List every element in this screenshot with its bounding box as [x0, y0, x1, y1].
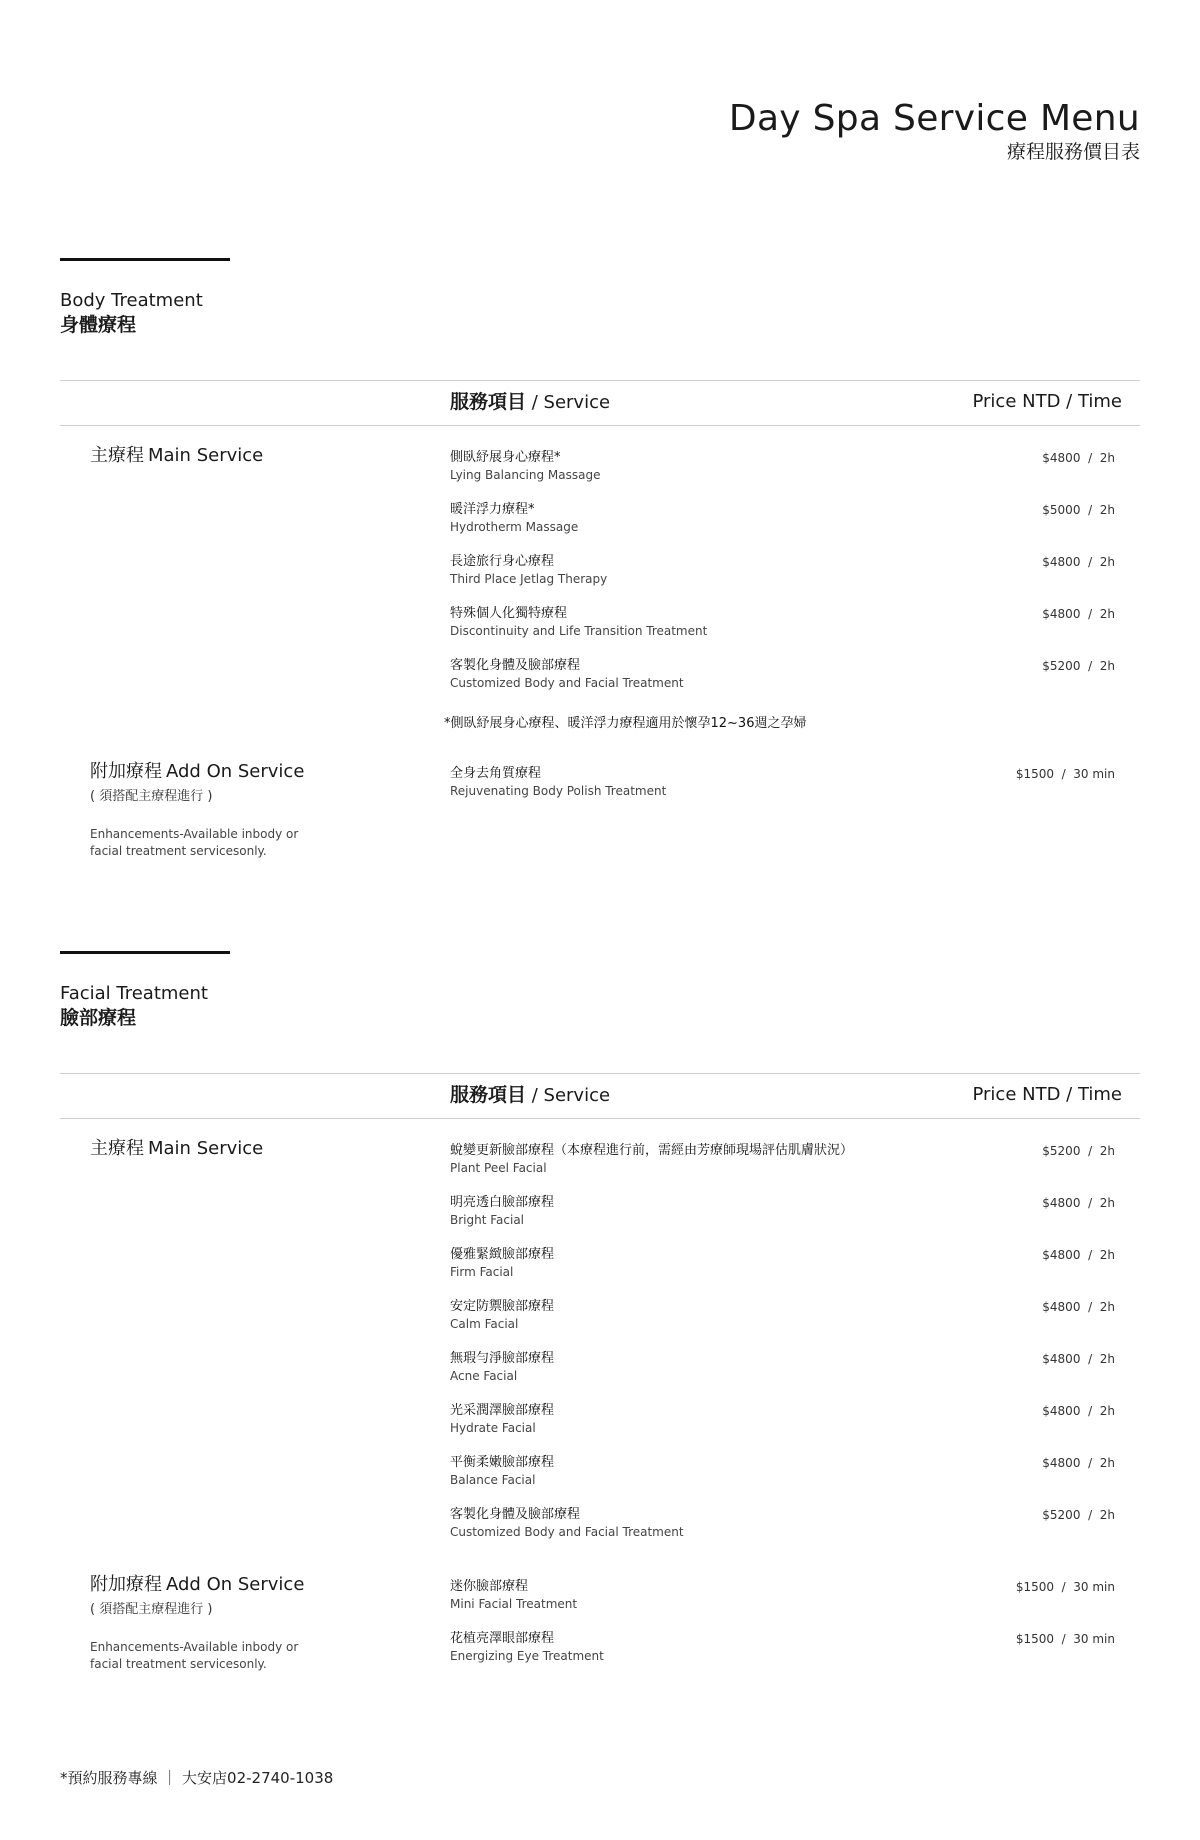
service-name-en: Lying Balancing Massage — [450, 468, 601, 482]
service-row — [450, 1578, 1115, 1630]
service-price: $4800 / 2h — [1042, 1404, 1115, 1418]
service-name-en: Bright Facial — [450, 1213, 525, 1227]
service-name-zh: 迷你臉部療程 — [450, 1579, 529, 1594]
service-price: $5200 / 2h — [1042, 1508, 1115, 1522]
service-price: $4800 / 2h — [1042, 1456, 1115, 1470]
service-name-en: Hydrate Facial — [450, 1421, 536, 1435]
service-price: $4800 / 2h — [1042, 1196, 1115, 1210]
service-name-en: Third Place Jetlag Therapy — [450, 572, 608, 586]
section-rule — [60, 951, 230, 954]
page-header — [729, 98, 1140, 164]
service-name-zh: 客製化身體及臉部療程 — [450, 1507, 581, 1522]
service-name-en: Customized Body and Facial Treatment — [450, 676, 684, 690]
service-name-zh: 光采潤澤臉部療程 — [450, 1403, 555, 1418]
service-name-zh: 全身去角質療程 — [450, 766, 542, 781]
service-row — [450, 1350, 1115, 1402]
service-row — [450, 449, 1115, 501]
service-row — [450, 553, 1115, 605]
service-row — [450, 1194, 1115, 1246]
section-title-zh: 身體療程 — [60, 314, 137, 336]
price-column-header: Price NTD / Time — [972, 1084, 1122, 1105]
body-main-service-list — [450, 449, 1115, 709]
service-name-zh: 優雅緊緻臉部療程 — [450, 1247, 555, 1262]
service-name-en: Acne Facial — [450, 1369, 518, 1383]
service-column-header: 服務項目 / Service — [450, 391, 611, 413]
service-name-zh: 側臥紓展身心療程* — [450, 450, 561, 465]
service-name-zh: 明亮透白臉部療程 — [450, 1195, 555, 1210]
price-column-header: Price NTD / Time — [972, 391, 1122, 412]
table-header — [60, 380, 1140, 426]
page-title: Day Spa Service Menu — [728, 98, 1140, 139]
service-name-en: Hydrotherm Massage — [450, 520, 579, 534]
service-price: $1500 / 30 min — [1015, 1580, 1115, 1594]
add-on-requirement-note: ( 須搭配主療程進行 ) — [90, 1602, 213, 1617]
service-row — [450, 1630, 1115, 1682]
service-name-zh: 客製化身體及臉部療程 — [450, 658, 581, 673]
body-treatment-section — [60, 258, 1140, 878]
main-service-label: 主療程 Main Service — [90, 445, 264, 466]
section-title-zh: 臉部療程 — [60, 1007, 137, 1029]
service-name-en: Balance Facial — [450, 1473, 536, 1487]
service-row — [450, 1142, 1115, 1194]
service-name-zh: 花植亮澤眼部療程 — [450, 1631, 555, 1646]
add-on-service-label: 附加療程 Add On Service — [90, 761, 305, 782]
service-price: $4800 / 2h — [1042, 607, 1115, 621]
add-on-requirement-note: ( 須搭配主療程進行 ) — [90, 789, 213, 804]
facial-main-service-list — [450, 1142, 1115, 1558]
pregnancy-footnote: *側臥紓展身心療程、暖洋浮力療程適用於懷孕12~36週之孕婦 — [444, 716, 807, 731]
service-price: $4800 / 2h — [1042, 555, 1115, 569]
service-price: $5200 / 2h — [1042, 659, 1115, 673]
service-name-en: Rejuvenating Body Polish Treatment — [450, 784, 667, 798]
service-price: $1500 / 30 min — [1015, 767, 1115, 781]
add-on-description: Enhancements-Available inbody or facial treatment servicesonly. — [90, 827, 299, 858]
service-name-en: Calm Facial — [450, 1317, 519, 1331]
service-price: $1500 / 30 min — [1015, 1632, 1115, 1646]
page-subtitle: 療程服務價目表 — [1006, 141, 1140, 163]
service-name-zh: 蛻變更新臉部療程（本療程進行前，需經由芳療師現場評估肌膚狀況） — [450, 1143, 854, 1158]
service-row — [450, 1246, 1115, 1298]
service-name-en: Plant Peel Facial — [450, 1161, 547, 1175]
service-price: $4800 / 2h — [1042, 1248, 1115, 1262]
service-name-zh: 安定防禦臉部療程 — [450, 1299, 555, 1314]
service-price: $5200 / 2h — [1042, 1144, 1115, 1158]
service-price: $4800 / 2h — [1042, 1300, 1115, 1314]
main-service-label: 主療程 Main Service — [90, 1138, 264, 1159]
add-on-service-label: 附加療程 Add On Service — [90, 1574, 305, 1595]
service-row — [450, 657, 1115, 709]
service-price: $5000 / 2h — [1042, 503, 1115, 517]
service-name-en: Discontinuity and Life Transition Treatment — [450, 624, 708, 638]
service-column-header: 服務項目 / Service — [450, 1084, 611, 1106]
facial-treatment-section — [60, 951, 1140, 1711]
service-name-en: Mini Facial Treatment — [450, 1597, 578, 1611]
reservation-hotline: *預約服務專線 ｜ 大安店02-2740-1038 — [60, 1769, 334, 1787]
service-row — [450, 501, 1115, 553]
service-name-zh: 暖洋浮力療程* — [450, 502, 535, 517]
service-name-en: Firm Facial — [450, 1265, 514, 1279]
service-name-zh: 平衡柔嫩臉部療程 — [450, 1455, 555, 1470]
service-price: $4800 / 2h — [1042, 1352, 1115, 1366]
service-row — [450, 1402, 1115, 1454]
section-rule — [60, 258, 230, 261]
facial-add-on-list — [450, 1578, 1115, 1682]
table-header — [60, 1073, 1140, 1119]
service-name-zh: 長途旅行身心療程 — [450, 554, 555, 569]
section-title-en: Facial Treatment — [60, 983, 208, 1004]
service-row — [450, 1506, 1115, 1558]
service-row — [450, 1298, 1115, 1350]
service-row — [450, 605, 1115, 657]
service-name-zh: 特殊個人化獨特療程 — [450, 606, 568, 621]
service-row — [450, 1454, 1115, 1506]
service-name-zh: 無瑕勻淨臉部療程 — [450, 1351, 555, 1366]
service-name-en: Customized Body and Facial Treatment — [450, 1525, 684, 1539]
add-on-description: Enhancements-Available inbody or facial treatment servicesonly. — [90, 1640, 299, 1671]
section-title-en: Body Treatment — [60, 290, 203, 311]
service-price: $4800 / 2h — [1042, 451, 1115, 465]
service-row — [450, 765, 1115, 817]
service-name-en: Energizing Eye Treatment — [450, 1649, 604, 1663]
body-add-on-list — [450, 765, 1115, 817]
